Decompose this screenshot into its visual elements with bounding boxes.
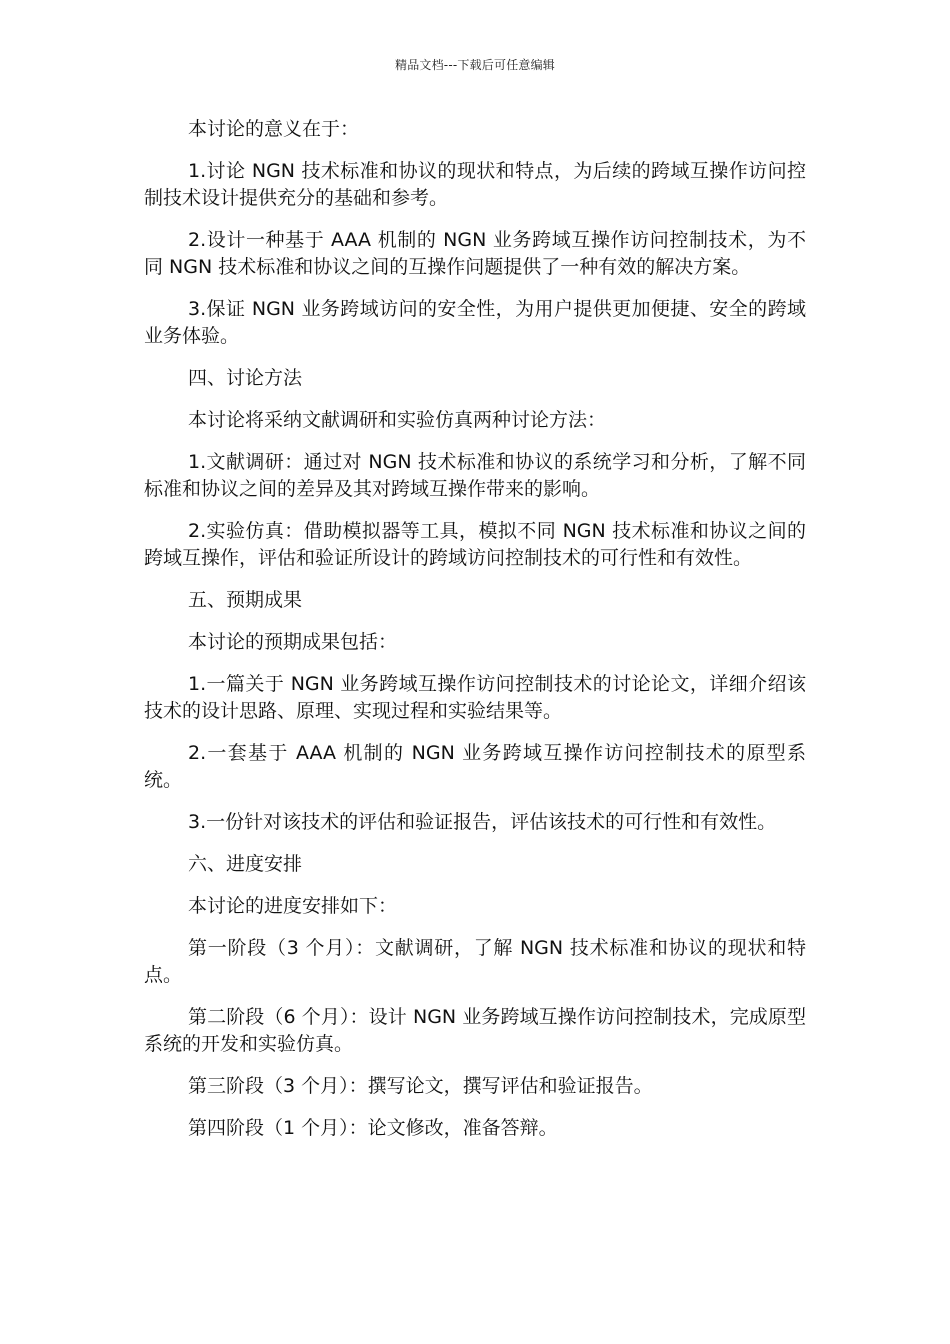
section-heading-outcomes: 五、预期成果 <box>188 589 303 611</box>
document-body <box>144 116 806 1157</box>
paragraph-schedule-intro: 本讨论的进度安排如下： <box>188 895 398 917</box>
section-heading-schedule: 六、进度安排 <box>188 853 303 875</box>
paragraph-significance-1: 1.讨论 NGN 技术标准和协议的现状和特点，为后续的跨域互操作访问控制技术设计提供充分的基础和参考。 <box>144 160 806 209</box>
paragraph-methods-2: 2.实验仿真：借助模拟器等工具，模拟不同 NGN 技术标准和协议之间的跨域互操作，评估和验证所设计的跨域访问控制技术的可行性和有效性。 <box>144 520 806 569</box>
paragraph-schedule-phase-1: 第一阶段（3 个月）：文献调研，了解 NGN 技术标准和协议的现状和特点。 <box>144 937 806 986</box>
paragraph-significance-3: 3.保证 NGN 业务跨域访问的安全性，为用户提供更加便捷、安全的跨域业务体验。 <box>144 298 806 347</box>
paragraph-outcomes-1: 1.一篇关于 NGN 业务跨域互操作访问控制技术的讨论论文，详细介绍该技术的设计思路、原理、实现过程和实验结果等。 <box>144 673 806 722</box>
paragraph-outcomes-2: 2.一套基于 AAA 机制的 NGN 业务跨域互操作访问控制技术的原型系统。 <box>144 742 806 791</box>
paragraph-significance-2: 2.设计一种基于 AAA 机制的 NGN 业务跨域互操作访问控制技术，为不同 NGN 技术标准和协议之间的互操作问题提供了一种有效的解决方案。 <box>144 229 806 278</box>
page-header: 精品文档---下载后可任意编辑 <box>395 58 555 72</box>
paragraph-schedule-phase-4: 第四阶段（1 个月）：论文修改，准备答辩。 <box>188 1117 558 1139</box>
paragraph-outcomes-intro: 本讨论的预期成果包括： <box>188 631 398 653</box>
paragraph-methods-intro: 本讨论将采纳文献调研和实验仿真两种讨论方法： <box>188 409 607 431</box>
section-heading-methods: 四、讨论方法 <box>188 367 303 389</box>
paragraph-schedule-phase-2: 第二阶段（6 个月）：设计 NGN 业务跨域互操作访问控制技术，完成原型系统的开发和实验仿真。 <box>144 1006 806 1055</box>
paragraph-methods-1: 1.文献调研：通过对 NGN 技术标准和协议的系统学习和分析，了解不同标准和协议之间的差异及其对跨域互操作带来的影响。 <box>144 451 806 500</box>
paragraph-significance-intro: 本讨论的意义在于： <box>188 118 360 140</box>
paragraph-outcomes-3: 3.一份针对该技术的评估和验证报告，评估该技术的可行性和有效性。 <box>188 811 777 833</box>
paragraph-schedule-phase-3: 第三阶段（3 个月）：撰写论文，撰写评估和验证报告。 <box>188 1075 653 1097</box>
